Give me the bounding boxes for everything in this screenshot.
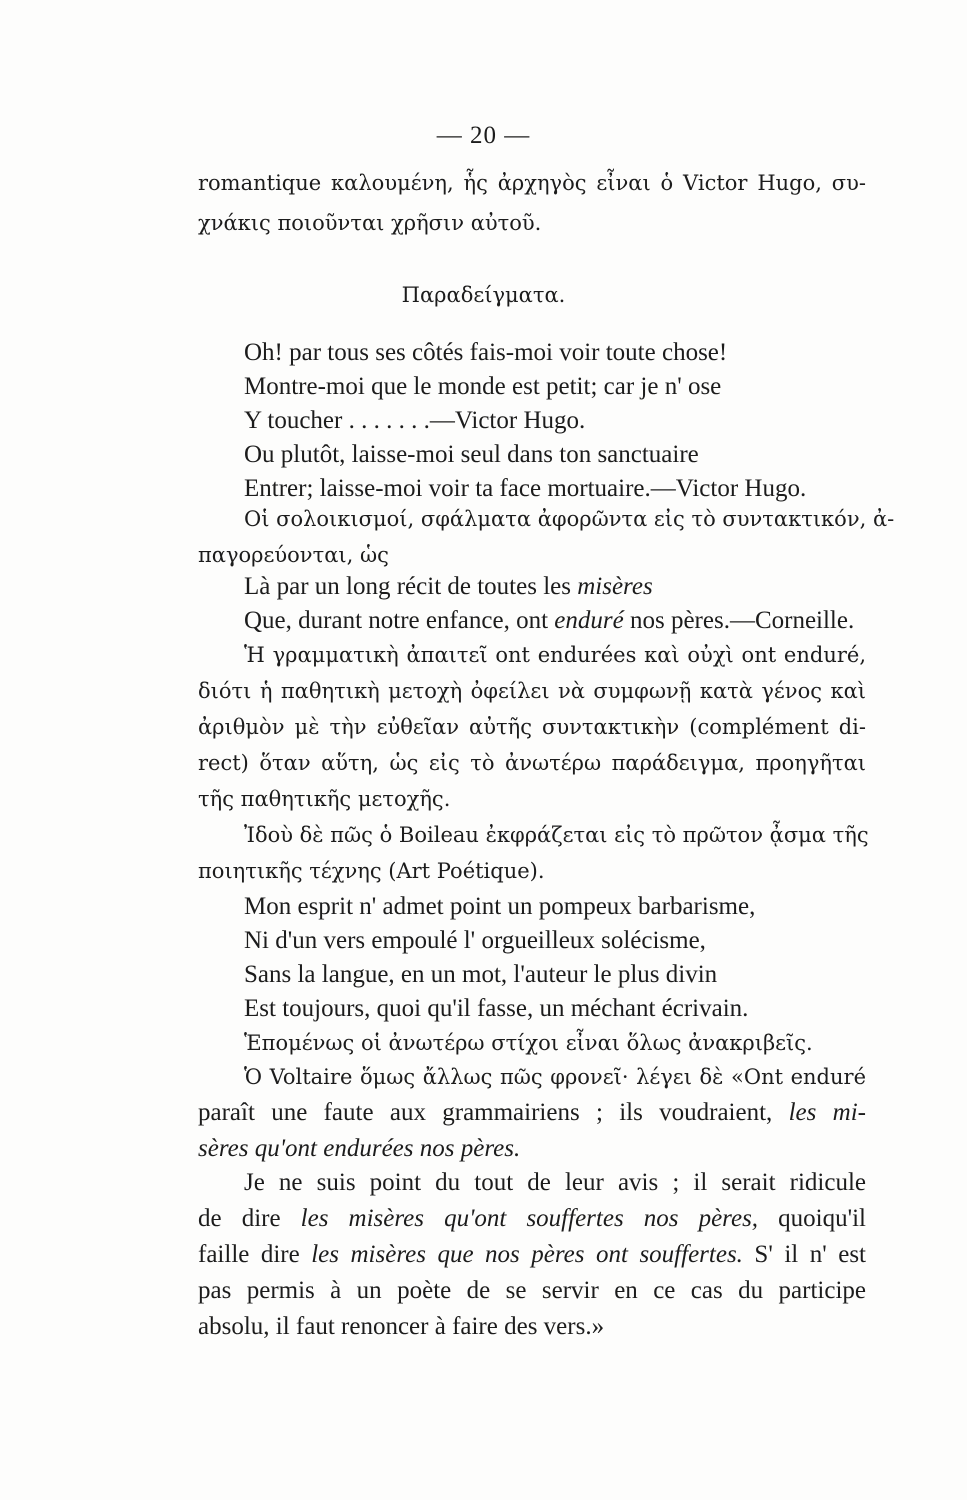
- verse-line: [244, 572, 653, 602]
- text-line: absolu, il faut renoncer à faire des vers.»: [198, 1313, 605, 1340]
- line-text: nos pères.—Corneille.: [623, 607, 855, 634]
- text-line: [198, 1098, 866, 1128]
- line-text: Que, durant notre enfance, ont: [244, 607, 555, 634]
- italic-text: les misères qu'ont souffertes nos pères,: [300, 1205, 759, 1232]
- text-line: [198, 540, 866, 570]
- text-line: [198, 1134, 866, 1164]
- line-text: Ἡ γραμματικὴ ἀπαιτεῖ ont endurées καὶ οὐχὶ ont enduré,: [244, 643, 866, 667]
- line-text: ἀριθμὸν μὲ τὴν εὐθεῖαν αὐτῆς συντακτικὴν (complément di-: [198, 715, 866, 739]
- line-text: faille dire: [198, 1241, 312, 1268]
- line-text: Οἱ σολοικισμοί, σφάλματα ἀφορῶντα εἰς τὸ συντακτικόν, ἀ-: [244, 507, 895, 531]
- italic-text: sères qu'ont endurées nos pères.: [198, 1135, 521, 1162]
- line-text: romantique καλουμένη, ἧς ἀρχηγὸς εἶναι ὁ Victor Hugo, συ-: [198, 171, 866, 195]
- line-text: Ἑπομένως οἱ ἀνωτέρω στίχοι εἶναι ὅλως ἀνακριβεῖς.: [244, 1031, 813, 1055]
- line-text: παγορεύονται, ὡς: [198, 543, 389, 567]
- line-text: de dire: [198, 1205, 301, 1232]
- text-line: [244, 640, 866, 670]
- italic-text: misères: [577, 573, 653, 600]
- text-line: [244, 1062, 866, 1092]
- line-text: τῆς παθητικῆς μετοχῆς.: [198, 787, 451, 811]
- verse-line: Mon esprit n' admet point un pompeux barbarisme,: [244, 893, 756, 920]
- section-heading: Παραδείγματα.: [401, 283, 566, 307]
- text-line: [198, 208, 866, 238]
- text-line: [244, 1028, 866, 1058]
- page-number: — 20 —: [436, 122, 531, 149]
- text-line: [198, 1240, 866, 1270]
- text-line: pas permis à un poète de se servir en ce cas du participe: [198, 1277, 866, 1304]
- line-text: paraît une faute aux grammairiens ; ils voudraient,: [198, 1099, 789, 1126]
- text-line: [198, 784, 866, 814]
- verse-line: Ni d'un vers empoulé l' orgueilleux solécisme,: [244, 927, 706, 954]
- line-text: Ἰδοὺ δὲ πῶς ὁ Boileau ἐκφράζεται εἰς τὸ πρῶτον ᾆσμα τῆς: [244, 823, 869, 847]
- text-line: [198, 676, 866, 706]
- line-text: rect) ὅταν αὕτη, ὡς εἰς τὸ ἀνωτέρω παράδειγμα, προηγῆται: [198, 751, 866, 775]
- text-line: [198, 1204, 866, 1234]
- text-line: [244, 504, 895, 534]
- line-text: ποιητικῆς τέχνης (Art Poétique).: [198, 859, 545, 883]
- verse-line: Montre-moi que le monde est petit; car je n' ose: [244, 373, 722, 400]
- line-text: quoiqu'il: [758, 1205, 866, 1232]
- italic-text: les mi-: [788, 1099, 866, 1126]
- line-text: Là par un long récit de toutes les: [244, 573, 578, 600]
- text-line: [244, 820, 869, 850]
- text-line: [198, 712, 866, 742]
- verse-line: Y toucher . . . . . . .—Victor Hugo.: [244, 407, 586, 434]
- line-text: S' il n' est: [742, 1241, 866, 1268]
- italic-text: les misères que nos pères ont souffertes.: [311, 1241, 743, 1268]
- line-text: διότι ἡ παθητικὴ μετοχὴ ὀφείλει νὰ συμφωνῇ κατὰ γένος καὶ: [198, 679, 866, 703]
- verse-line: [244, 606, 854, 636]
- text-line: Je ne suis point du tout de leur avis ; il serait ridicule: [244, 1169, 866, 1196]
- verse-line: Ou plutôt, laisse-moi seul dans ton sanctuaire: [244, 441, 699, 468]
- verse-line: Est toujours, quoi qu'il fasse, un méchant écrivain.: [244, 995, 749, 1022]
- text-line: [198, 168, 866, 198]
- line-text: χνάκις ποιοῦνται χρῆσιν αὐτοῦ.: [198, 211, 542, 235]
- verse-line: Sans la langue, en un mot, l'auteur le plus divin: [244, 961, 718, 988]
- text-line: [198, 748, 866, 778]
- verse-line: Entrer; laisse-moi voir ta face mortuaire.—Victor Hugo.: [244, 475, 807, 502]
- line-text: Ὁ Voltaire ὅμως ἄλλως πῶς φρονεῖ· λέγει δὲ «Ont enduré: [244, 1065, 866, 1089]
- text-line: [198, 856, 866, 886]
- italic-text: enduré: [554, 607, 624, 634]
- verse-line: Oh! par tous ses côtés fais-moi voir toute chose!: [244, 339, 728, 366]
